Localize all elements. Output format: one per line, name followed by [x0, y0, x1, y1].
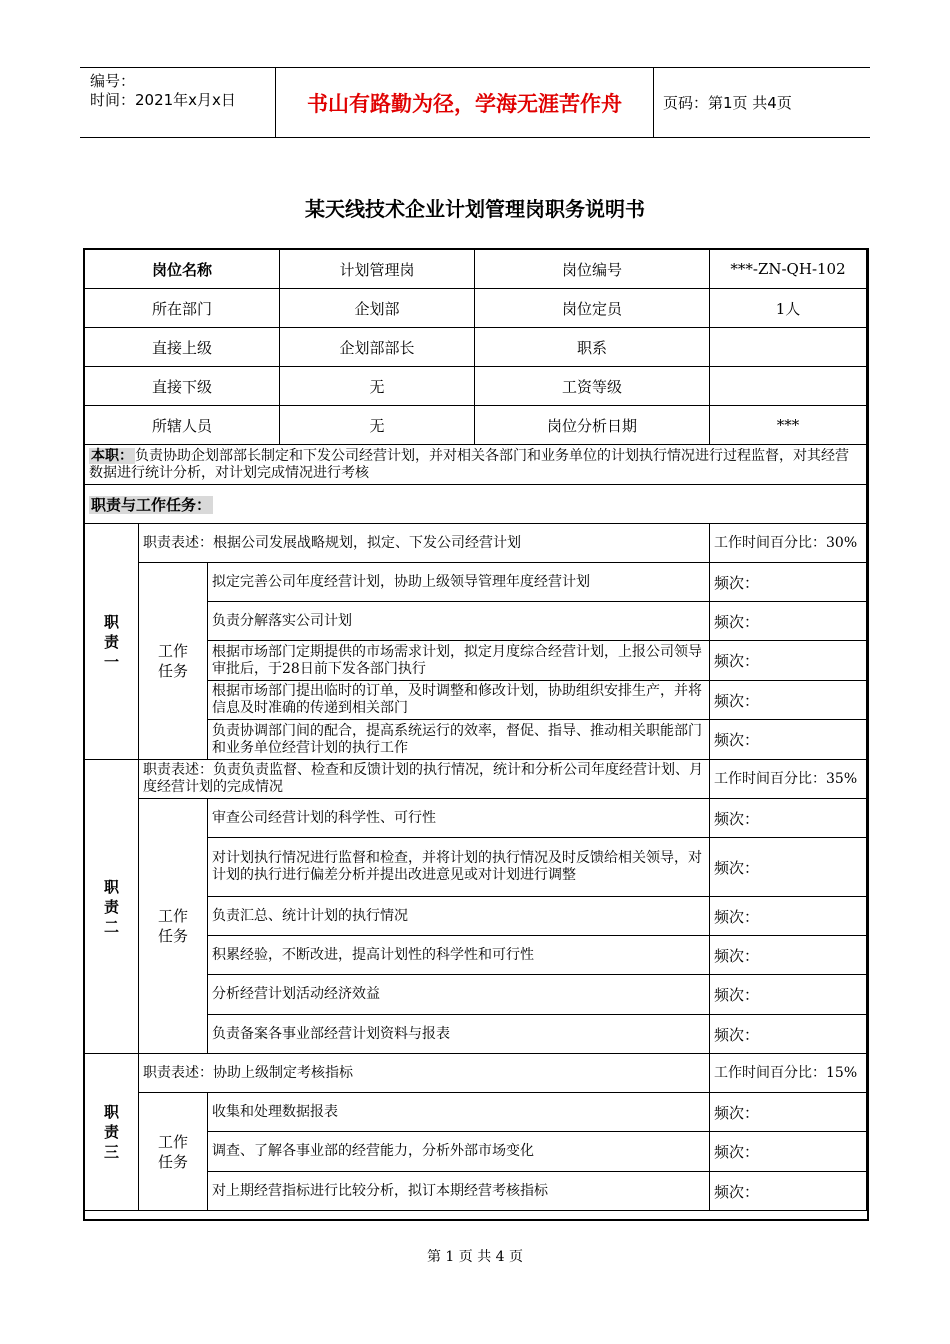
responsibility-name-char: 责: [103, 897, 119, 916]
task-text: 负责汇总、统计计划的执行情况: [208, 897, 710, 936]
responsibilities-heading-cell: [85, 485, 867, 524]
info-label: 所在部门: [85, 289, 280, 328]
info-row: [85, 406, 867, 445]
responsibility-statement-row: [85, 524, 867, 563]
info-value: 无: [280, 406, 475, 445]
time-percent: 工作时间百分比：15%: [710, 1054, 867, 1093]
task-frequency: 频次：: [710, 681, 867, 720]
info-value: 无: [280, 367, 475, 406]
info-label: 所辖人员: [85, 406, 280, 445]
task-label: 工作任务: [139, 563, 208, 760]
task-frequency: 频次：: [710, 838, 867, 897]
duty-main-text: 负责协助企划部部长制定和下发公司经营计划，并对相关各部门和业务单位的计划执行情况进行过程监督，对其经营数据进行统计分析，对计划完成情况进行考核: [89, 447, 849, 481]
task-frequency: 频次：: [710, 975, 867, 1015]
responsibility-statement: 职责表述：负责负责监督、检查和反馈计划的执行情况，统计和分析公司年度经营计划、月度经营计划的完成情况: [139, 760, 710, 799]
info-value: 1人: [710, 289, 867, 328]
task-frequency: 频次：: [710, 936, 867, 975]
duty-main-row: [85, 445, 867, 485]
info-value: ***: [710, 406, 867, 445]
responsibility-name: [85, 1054, 139, 1211]
document-title: 某天线技术企业计划管理岗职务说明书: [305, 197, 645, 221]
responsibility-name-char: 职: [103, 877, 119, 896]
info-row: [85, 328, 867, 367]
info-label: 岗位定员: [475, 289, 710, 328]
task-label: 工作任务: [139, 1093, 208, 1211]
task-frequency: 频次：: [710, 602, 867, 641]
responsibility-name-char: 一: [103, 652, 119, 671]
info-label: 直接上级: [85, 328, 280, 367]
task-text: 收集和处理数据报表: [208, 1093, 710, 1132]
info-value: 计划管理岗: [280, 250, 475, 289]
duty-main-label: 本职：: [91, 447, 133, 464]
info-label: 直接下级: [85, 367, 280, 406]
task-text: 审查公司经营计划的科学性、可行性: [208, 799, 710, 838]
task-text: 拟定完善公司年度经营计划，协助上级领导管理年度经营计划: [208, 563, 710, 602]
info-label: 职系: [475, 328, 710, 367]
page-footer: 第 1 页 共 4 页: [426, 1249, 524, 1265]
task-label: 工作任务: [139, 799, 208, 1054]
task-text: 调查、了解各事业部的经营能力，分析外部市场变化: [208, 1132, 710, 1172]
job-description-table: [84, 249, 867, 1211]
task-row: [85, 1093, 867, 1132]
task-row: [85, 799, 867, 838]
info-label: 岗位名称: [85, 250, 280, 289]
responsibility-statement-row: [85, 1054, 867, 1093]
info-value: ***-ZN-QH-102: [710, 250, 867, 289]
responsibility-statement: 职责表述：根据公司发展战略规划，拟定、下发公司经营计划: [139, 524, 710, 563]
time-label: 时间：2021年x月x日: [90, 91, 236, 109]
task-text: 对上期经营指标进行比较分析，拟订本期经营考核指标: [208, 1172, 710, 1211]
info-label: 岗位分析日期: [475, 406, 710, 445]
info-label: 工资等级: [475, 367, 710, 406]
time-percent: 工作时间百分比：30%: [710, 524, 867, 563]
task-row: [85, 563, 867, 602]
page-header: [80, 67, 870, 138]
task-text: 根据市场部门提出临时的订单，及时调整和修改计划，协助组织安排生产，并将信息及时准确的传递到相关部门: [208, 681, 710, 720]
motto: 书山有路勤为径，学海无涯苦作舟: [276, 68, 654, 137]
header-meta: [80, 68, 276, 137]
info-value: 企划部部长: [280, 328, 475, 367]
task-text: 负责分解落实公司计划: [208, 602, 710, 641]
info-row: [85, 367, 867, 406]
responsibility-name: [85, 524, 139, 760]
task-text: 负责备案各事业部经营计划资料与报表: [208, 1015, 710, 1054]
task-frequency: 频次：: [710, 1132, 867, 1172]
info-row: [85, 289, 867, 328]
time-percent: 工作时间百分比：35%: [710, 760, 867, 799]
responsibilities-heading-row: [85, 485, 867, 524]
task-frequency: 频次：: [710, 897, 867, 936]
task-text: 对计划执行情况进行监督和检查，并将计划的执行情况及时反馈给相关领导，对计划的执行进行偏差分析并提出改进意见或对计划进行调整: [208, 838, 710, 897]
responsibility-statement-row: [85, 760, 867, 799]
number-label: 编号：: [90, 72, 136, 90]
task-text: 负责协调部门间的配合，提高系统运行的效率，督促、指导、推动相关职能部门和业务单位经营计划的执行工作: [208, 720, 710, 760]
info-label: 岗位编号: [475, 250, 710, 289]
task-text: 积累经验，不断改进，提高计划性的科学性和可行性: [208, 936, 710, 975]
responsibility-name-char: 三: [103, 1143, 119, 1161]
task-frequency: 频次：: [710, 1093, 867, 1132]
info-row: [85, 250, 867, 289]
task-frequency: 频次：: [710, 720, 867, 760]
responsibilities-heading: 职责与工作任务：: [91, 495, 212, 514]
task-frequency: 频次：: [710, 799, 867, 838]
task-text: 根据市场部门定期提供的市场需求计划，拟定月度综合经营计划，上报公司领导审批后，于28日前下发各部门执行: [208, 641, 710, 681]
duty-main: [85, 445, 867, 485]
info-value: [710, 367, 867, 406]
task-frequency: 频次：: [710, 1172, 867, 1211]
responsibility-name-char: 职: [103, 612, 119, 631]
responsibility-name-char: 职: [103, 1103, 119, 1121]
responsibility-name: [85, 760, 139, 1054]
task-frequency: 频次：: [710, 641, 867, 681]
task-text: 分析经营计划活动经济效益: [208, 975, 710, 1015]
info-value: [710, 328, 867, 367]
responsibility-statement: 职责表述：协助上级制定考核指标: [139, 1054, 710, 1093]
page-info: 页码：第1页 共4页: [663, 94, 792, 112]
task-frequency: 频次：: [710, 563, 867, 602]
responsibility-name-char: 责: [103, 1123, 119, 1141]
responsibility-name-char: 责: [103, 632, 119, 651]
info-value: 企划部: [280, 289, 475, 328]
responsibility-name-char: 二: [103, 917, 119, 936]
task-frequency: 频次：: [710, 1015, 867, 1054]
